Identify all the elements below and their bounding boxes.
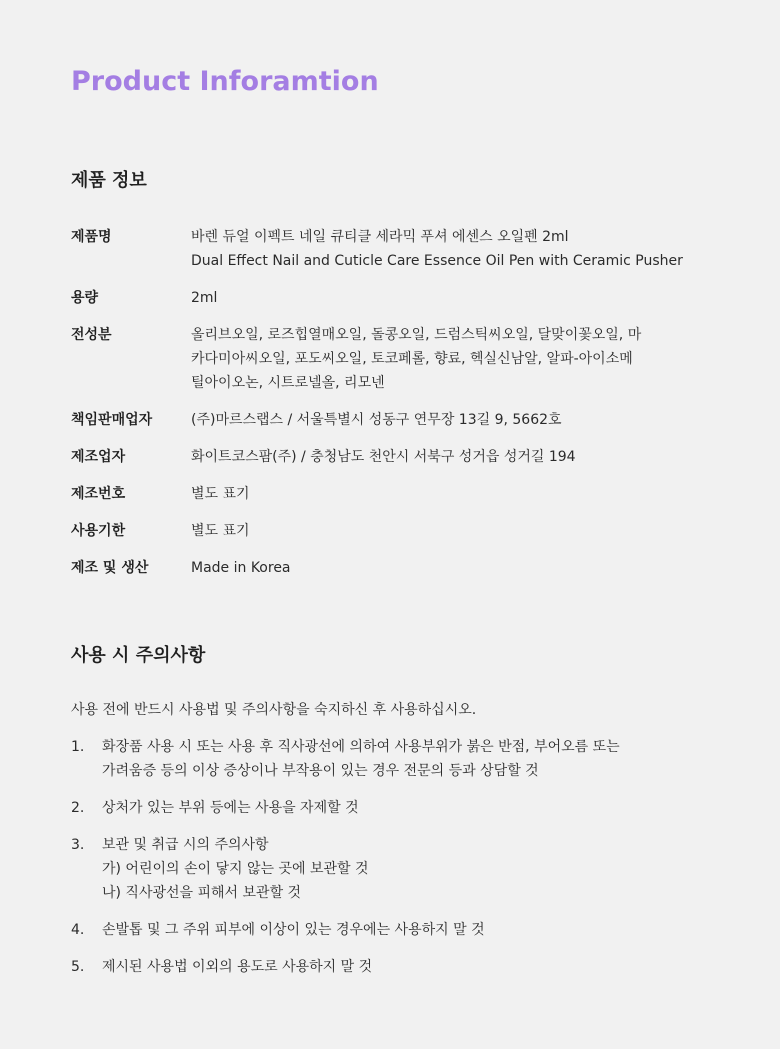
caution-text-line: 상처가 있는 부위 등에는 사용을 자제할 것 <box>102 800 359 816</box>
caution-item <box>71 796 751 820</box>
info-row-product-name <box>71 225 751 273</box>
info-row-lot-number <box>71 482 751 506</box>
caution-text <box>102 735 751 783</box>
caution-text-line: 가려움증 등의 이상 증상이나 부작용이 있는 경우 전문의 등과 상담할 것 <box>102 763 539 779</box>
caution-intro: 사용 전에 반드시 사용법 및 주의사항을 숙지하신 후 사용하십시오. <box>71 702 477 718</box>
caution-item <box>71 918 751 942</box>
caution-text <box>102 796 751 820</box>
info-label: 제조번호 <box>71 486 126 502</box>
info-row-manufacturer <box>71 445 751 469</box>
info-value-line: 화이트코스팜(주) / 충청남도 천안시 서북구 성거읍 성거길 194 <box>191 449 576 465</box>
caution-item <box>71 833 751 905</box>
info-value-line: 바렌 듀얼 이펙트 네일 큐티클 세라믹 푸셔 에센스 오일펜 2ml <box>191 229 569 245</box>
info-value <box>191 482 751 506</box>
caution-text <box>102 955 751 979</box>
caution-item <box>71 735 751 783</box>
info-value <box>191 323 751 395</box>
info-label: 제조업자 <box>71 449 126 465</box>
info-value-line: 별도 표기 <box>191 486 250 502</box>
product-info-heading: 제품 정보 <box>71 170 147 191</box>
info-value <box>191 445 751 469</box>
caution-number: 1. <box>71 739 85 755</box>
caution-text-line: 나) 직사광선을 피해서 보관할 것 <box>102 885 302 901</box>
info-value <box>191 286 751 310</box>
info-label: 책임판매업자 <box>71 412 153 428</box>
info-row-responsible-seller <box>71 408 751 432</box>
info-label: 제조 및 생산 <box>71 560 149 576</box>
info-row-expiry <box>71 519 751 543</box>
page-title: Product Inforamtion <box>71 66 379 97</box>
caution-item <box>71 955 751 979</box>
caution-number: 5. <box>71 959 85 975</box>
info-value-line: (주)마르스랩스 / 서울특별시 성동구 연무장 13길 9, 5662호 <box>191 412 562 428</box>
info-value-line: 틸아이오논, 시트로넬올, 리모넨 <box>191 375 385 391</box>
caution-text-line: 보관 및 취급 시의 주의사항 <box>102 837 269 853</box>
caution-number: 2. <box>71 800 85 816</box>
info-label: 제품명 <box>71 229 112 245</box>
info-row-capacity <box>71 286 751 310</box>
info-value-line: 별도 표기 <box>191 523 250 539</box>
info-value-line: Made in Korea <box>191 560 291 576</box>
caution-list <box>71 735 751 992</box>
info-label: 전성분 <box>71 327 112 343</box>
caution-text-line: 제시된 사용법 이외의 용도로 사용하지 말 것 <box>102 959 373 975</box>
caution-text-line: 손발톱 및 그 주위 피부에 이상이 있는 경우에는 사용하지 말 것 <box>102 922 485 938</box>
info-label: 사용기한 <box>71 523 126 539</box>
caution-heading: 사용 시 주의사항 <box>71 645 206 666</box>
info-value <box>191 556 751 580</box>
caution-text <box>102 918 751 942</box>
caution-number: 4. <box>71 922 85 938</box>
caution-text-line: 화장품 사용 시 또는 사용 후 직사광선에 의하여 사용부위가 붉은 반점, 부어오름 또는 <box>102 739 620 755</box>
caution-text-line: 가) 어린이의 손이 닿지 않는 곳에 보관할 것 <box>102 861 369 877</box>
info-value-line: Dual Effect Nail and Cuticle Care Essence Oil Pen with Ceramic Pusher <box>191 253 683 269</box>
info-value <box>191 519 751 543</box>
info-value-line: 카다미아씨오일, 포도씨오일, 토코페롤, 향료, 헥실신남알, 알파-아이소메 <box>191 351 633 367</box>
info-label: 용량 <box>71 290 99 306</box>
info-value <box>191 225 751 273</box>
info-row-origin <box>71 556 751 580</box>
info-row-ingredients <box>71 323 751 395</box>
product-info-table <box>71 225 751 593</box>
info-value-line: 2ml <box>191 290 218 306</box>
caution-text <box>102 833 751 905</box>
info-value <box>191 408 751 432</box>
caution-number: 3. <box>71 837 85 853</box>
info-value-line: 올리브오일, 로즈힙열매오일, 돌콩오일, 드럼스틱씨오일, 달맞이꽃오일, 마 <box>191 327 642 343</box>
